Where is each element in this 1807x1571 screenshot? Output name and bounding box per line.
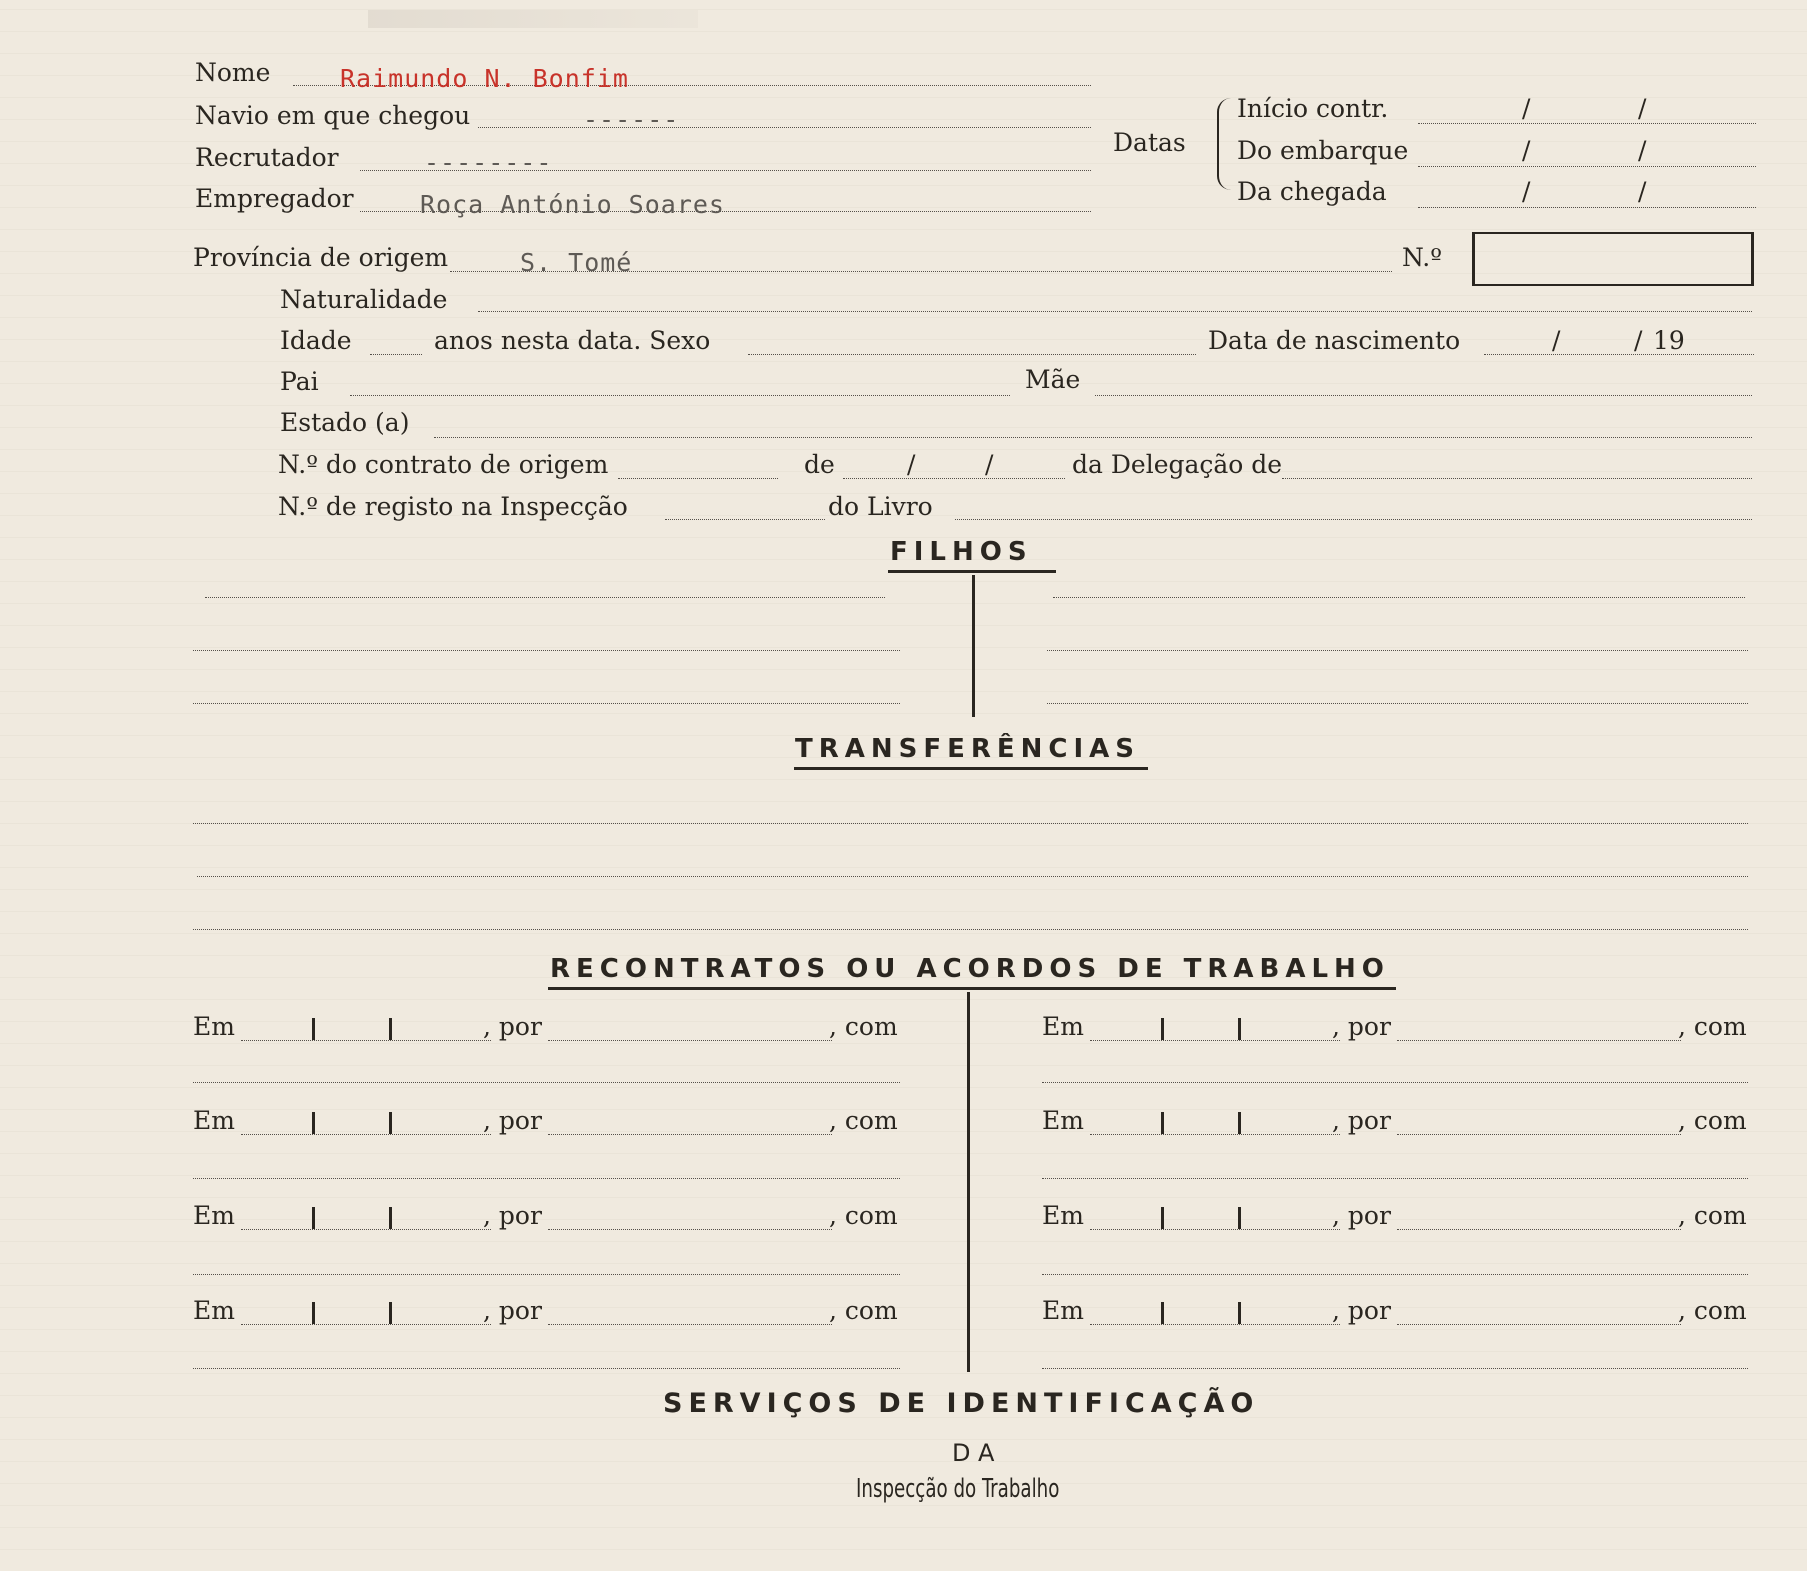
- recontrato-por-line-right-3[interactable]: [1397, 1229, 1681, 1230]
- transferencias-line-2[interactable]: [197, 876, 1748, 877]
- filhos-underline: [888, 570, 1056, 573]
- recontrato-com-label: , com: [829, 1201, 898, 1230]
- naturalidade-label: Naturalidade: [280, 285, 448, 314]
- chegada-line[interactable]: [1418, 207, 1756, 208]
- recontrato-date-line-right-1[interactable]: [1090, 1040, 1340, 1041]
- recontrato-em-label: Em: [1042, 1012, 1084, 1041]
- recontrato-date-separator: [389, 1302, 392, 1324]
- livro-line[interactable]: [955, 519, 1752, 520]
- footer-org: Inspecção do Trabalho: [856, 1474, 1060, 1504]
- embarque-line[interactable]: [1418, 166, 1756, 167]
- registo-line[interactable]: [665, 519, 825, 520]
- recontrato-com-label: , com: [829, 1106, 898, 1135]
- recontrato-por-label: , por: [1332, 1012, 1391, 1041]
- nome-value: Raimundo N. Bonfim: [340, 64, 629, 93]
- chegada-slash-2: /: [1638, 177, 1647, 206]
- de-label: de: [804, 450, 835, 479]
- recontrato-com-label: , com: [1678, 1201, 1747, 1230]
- recontrato-por-line-left-2[interactable]: [548, 1134, 832, 1135]
- registo-label: N.º de registo na Inspecção: [278, 492, 628, 521]
- numero-box[interactable]: [1472, 232, 1754, 286]
- datas-label: Datas: [1113, 128, 1186, 157]
- recontrato-date-separator: [1238, 1018, 1241, 1040]
- recontrato-date-separator: [1161, 1207, 1164, 1229]
- mae-line[interactable]: [1095, 395, 1752, 396]
- filhos-line-right-3[interactable]: [1047, 703, 1748, 704]
- numero-label: N.º: [1402, 243, 1442, 272]
- estado-line[interactable]: [434, 437, 1752, 438]
- recontrato-por-line-right-1[interactable]: [1397, 1040, 1681, 1041]
- recontrato-com-label: , com: [1678, 1012, 1747, 1041]
- recontrato-por-label: , por: [483, 1201, 542, 1230]
- contrato-label: N.º do contrato de origem: [278, 450, 609, 479]
- recontrato-por-label: , por: [483, 1106, 542, 1135]
- filhos-line-left-1[interactable]: [205, 597, 885, 598]
- pai-line[interactable]: [350, 395, 1010, 396]
- idade-label: Idade: [280, 326, 352, 355]
- recontrato-em-label: Em: [193, 1106, 235, 1135]
- recontrato-em-label: Em: [1042, 1106, 1084, 1135]
- recontrato-sep-line-left-2[interactable]: [193, 1178, 900, 1179]
- recontrato-em-label: Em: [193, 1012, 235, 1041]
- idade-line[interactable]: [370, 354, 422, 355]
- inicio-line[interactable]: [1418, 123, 1756, 124]
- provincia-value: S. Tomé: [520, 248, 633, 277]
- faint-stamp: [368, 10, 698, 28]
- sexo-line[interactable]: [748, 354, 1196, 355]
- recontrato-date-line-left-2[interactable]: [241, 1134, 491, 1135]
- provincia-label: Província de origem: [193, 243, 449, 272]
- recontrato-date-separator: [1238, 1112, 1241, 1134]
- recontrato-date-separator: [312, 1112, 315, 1134]
- recontrato-date-separator: [312, 1302, 315, 1324]
- chegada-label: Da chegada: [1237, 177, 1387, 206]
- recontrato-sep-line-left-1[interactable]: [193, 1082, 900, 1083]
- recontrato-em-label: Em: [193, 1201, 235, 1230]
- nascimento-line[interactable]: [1484, 354, 1754, 355]
- contrato-slash-2: /: [985, 450, 994, 479]
- recrutador-label: Recrutador: [195, 143, 339, 172]
- pai-label: Pai: [280, 367, 319, 396]
- delegacao-label: da Delegação de: [1072, 450, 1283, 479]
- transferencias-line-1[interactable]: [193, 823, 1748, 824]
- recontrato-date-separator: [312, 1018, 315, 1040]
- empregador-value: Roça António Soares: [420, 190, 725, 219]
- recontratos-heading: RECONTRATOS OU ACORDOS DE TRABALHO: [550, 954, 1390, 984]
- embarque-slash-2: /: [1638, 136, 1647, 165]
- datas-brace: [1217, 98, 1231, 190]
- recontrato-date-separator: [1161, 1018, 1164, 1040]
- recontrato-date-separator: [1238, 1207, 1241, 1229]
- recontrato-date-line-right-4[interactable]: [1090, 1324, 1340, 1325]
- delegacao-line[interactable]: [1282, 478, 1752, 479]
- contrato-slash-1: /: [907, 450, 916, 479]
- recontrato-date-line-right-2[interactable]: [1090, 1134, 1340, 1135]
- filhos-line-left-3[interactable]: [193, 703, 900, 704]
- recontrato-date-line-right-3[interactable]: [1090, 1229, 1340, 1230]
- recontrato-por-line-left-4[interactable]: [548, 1324, 832, 1325]
- recontrato-com-label: , com: [1678, 1296, 1747, 1325]
- recontrato-em-label: Em: [193, 1296, 235, 1325]
- nome-label: Nome: [195, 58, 271, 87]
- filhos-line-left-2[interactable]: [193, 650, 900, 651]
- recontrato-date-separator: [389, 1018, 392, 1040]
- recontrato-sep-line-left-4[interactable]: [193, 1368, 900, 1369]
- transferencias-line-3[interactable]: [193, 929, 1748, 930]
- recontrato-date-separator: [1161, 1302, 1164, 1324]
- nascimento-year-prefix: 19: [1653, 326, 1685, 355]
- recontrato-date-line-left-1[interactable]: [241, 1040, 491, 1041]
- recontrato-sep-line-right-1[interactable]: [1042, 1082, 1748, 1083]
- recontrato-com-label: , com: [829, 1296, 898, 1325]
- nascimento-slash-1: /: [1552, 326, 1561, 355]
- empregador-label: Empregador: [195, 184, 354, 213]
- recontrato-por-line-right-4[interactable]: [1397, 1324, 1681, 1325]
- recontrato-em-label: Em: [1042, 1201, 1084, 1230]
- navio-label: Navio em que chegou: [195, 101, 471, 130]
- footer-title: SERVIÇOS DE IDENTIFICAÇÃO: [663, 1388, 1260, 1419]
- recontrato-sep-line-right-2[interactable]: [1042, 1178, 1748, 1179]
- transferencias-underline: [794, 767, 1148, 770]
- transferencias-heading: TRANSFERÊNCIAS: [795, 734, 1141, 764]
- inicio-slash-2: /: [1638, 94, 1647, 123]
- recontrato-por-line-left-3[interactable]: [548, 1229, 832, 1230]
- inicio-slash-1: /: [1522, 94, 1531, 123]
- filhos-divider: [972, 575, 975, 717]
- chegada-slash-1: /: [1522, 177, 1531, 206]
- nascimento-label: Data de nascimento: [1208, 326, 1461, 355]
- recontratos-underline: [548, 987, 1396, 990]
- livro-label: do Livro: [828, 492, 933, 521]
- mae-label: Mãe: [1025, 365, 1081, 394]
- recontrato-por-line-left-1[interactable]: [548, 1040, 832, 1041]
- recontrato-date-separator: [389, 1112, 392, 1134]
- recontrato-com-label: , com: [1678, 1106, 1747, 1135]
- embarque-label: Do embarque: [1237, 136, 1409, 165]
- recontratos-divider: [967, 992, 970, 1372]
- recontrato-date-separator: [312, 1207, 315, 1229]
- recontrato-date-separator: [1238, 1302, 1241, 1324]
- recontrato-por-label: , por: [483, 1012, 542, 1041]
- navio-line[interactable]: [478, 127, 1091, 128]
- recontrato-por-label: , por: [1332, 1201, 1391, 1230]
- recontrato-por-label: , por: [1332, 1296, 1391, 1325]
- embarque-slash-1: /: [1522, 136, 1531, 165]
- recontrato-date-line-left-4[interactable]: [241, 1324, 491, 1325]
- navio-value: ------: [583, 105, 680, 134]
- recontrato-por-line-right-2[interactable]: [1397, 1134, 1681, 1135]
- anos-sexo-label: anos nesta data. Sexo: [434, 326, 711, 355]
- recrutador-value: --------: [424, 148, 553, 177]
- nascimento-slash-2: /: [1634, 326, 1643, 355]
- recontrato-com-label: , com: [829, 1012, 898, 1041]
- recontrato-em-label: Em: [1042, 1296, 1084, 1325]
- recontrato-sep-line-left-3[interactable]: [193, 1274, 900, 1275]
- recontrato-por-label: , por: [483, 1296, 542, 1325]
- naturalidade-line[interactable]: [478, 311, 1752, 312]
- recontrato-date-separator: [1161, 1112, 1164, 1134]
- estado-label: Estado (a): [280, 408, 410, 437]
- recontrato-date-separator: [389, 1207, 392, 1229]
- contrato-line[interactable]: [618, 478, 778, 479]
- inicio-label: Início contr.: [1237, 94, 1389, 123]
- recontrato-date-line-left-3[interactable]: [241, 1229, 491, 1230]
- filhos-line-right-2[interactable]: [1047, 650, 1748, 651]
- recontrato-sep-line-right-4[interactable]: [1042, 1368, 1748, 1369]
- recontrato-sep-line-right-3[interactable]: [1042, 1274, 1748, 1275]
- contrato-date-line[interactable]: [843, 478, 1065, 479]
- footer-da: DA: [952, 1439, 1003, 1467]
- recontrato-por-label: , por: [1332, 1106, 1391, 1135]
- filhos-line-right-1[interactable]: [1053, 597, 1745, 598]
- filhos-heading: FILHOS: [890, 537, 1033, 567]
